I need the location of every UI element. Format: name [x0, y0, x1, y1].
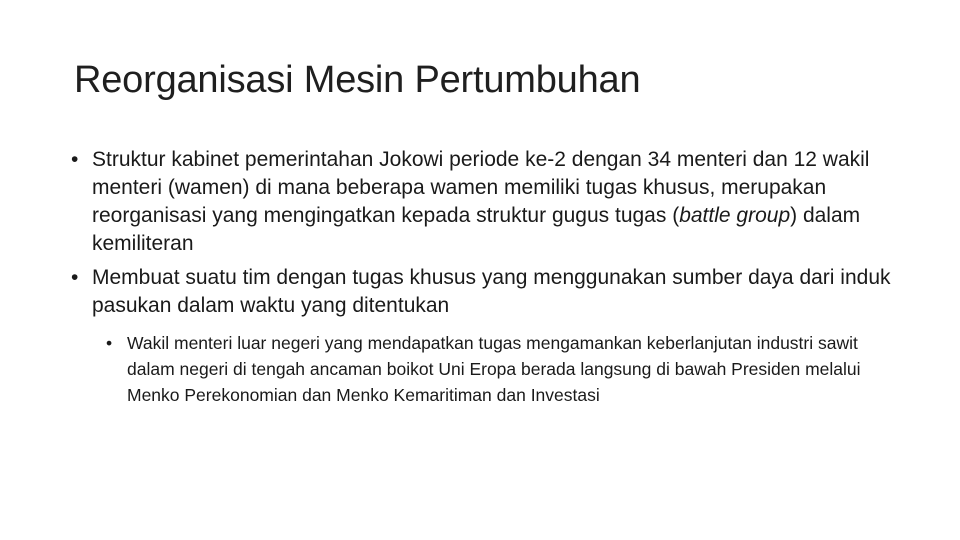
bullet-marker: •: [71, 148, 79, 171]
sub-bullet-item: [102, 330, 896, 408]
bullet-text: Struktur kabinet pemerintahan Jokowi periode ke-2 dengan 34 menteri dan 12 wakil menteri (wamen) di mana beberapa wamen memiliki tugas khusus, merupakan reorganisasi yang mengingatkan kepada struktur gugus tugas (: [92, 148, 870, 227]
bullet-text-end: ) dalam kemiliteran: [92, 204, 861, 255]
bullet-text: Membuat suatu tim dengan tugas khusus yang menggunakan sumber daya dari induk pasukan dalam waktu yang ditentukan: [92, 266, 891, 317]
bullet-item: [66, 264, 896, 320]
bullet-item: [66, 146, 896, 258]
slide-title: Reorganisasi Mesin Pertumbuhan: [74, 59, 641, 101]
bullet-text-italic: battle group: [679, 204, 791, 227]
sub-bullet-marker: •: [106, 333, 113, 353]
sub-bullet-text: Wakil menteri luar negeri yang mendapatkan tugas mengamankan keberlanjutan industri sawit dalam negeri di tengah ancaman boikot Uni Eropa berada langsung di bawah Presiden melalui Menko Perekonomian dan Menko Kemaritiman dan Investasi: [127, 333, 861, 405]
bullet-marker: •: [71, 266, 79, 289]
slide-body: [66, 146, 896, 414]
